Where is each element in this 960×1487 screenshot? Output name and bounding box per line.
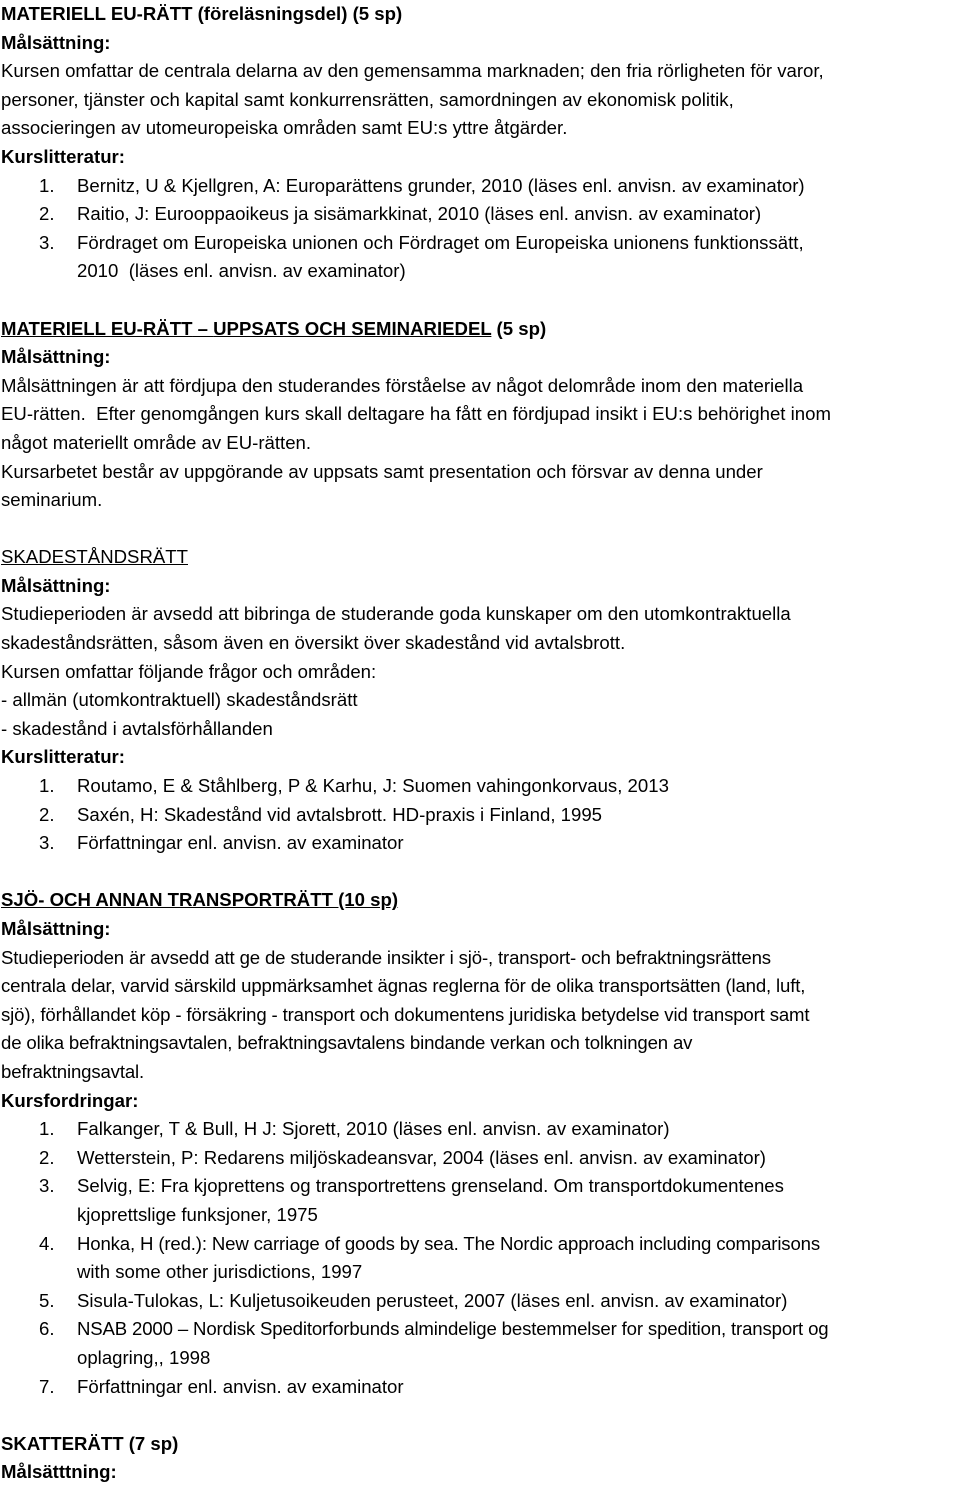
item-number: 6.: [39, 1318, 55, 1340]
list-item: [1, 1172, 960, 1229]
item-number: 4.: [39, 1232, 55, 1254]
literature-label: Kurslitteratur:: [1, 145, 125, 167]
title-part: UPPSATS OCH SEMINARIEDEL: [213, 317, 492, 339]
section-skatteratt: [1, 1430, 960, 1487]
item-text-line: NSAB 2000 – Nordisk Speditorforbunds almindelige bestemmelser for spedition, transport og: [77, 1318, 829, 1340]
paragraph-line: sjö), förhållandet köp - försäkring - transport och dokumentens juridiska betydelse vid transport samt: [1, 1003, 810, 1025]
title-part: MATERIELL EU-RÄTT: [1, 317, 193, 339]
list-item: [1, 772, 960, 801]
item-text: [77, 1315, 960, 1372]
section-materiell-eu-ratt-forelasning: [1, 0, 960, 286]
item-text: Routamo, E & Ståhlberg, P & Karhu, J: Suomen vahingonkorvaus, 2013: [77, 775, 669, 797]
list-item: [1, 1287, 960, 1316]
paragraph-line: EU-rätten. Efter genomgången kurs skall deltagare ha fått en fördjupad insikt i EU:s behörighet inom: [1, 403, 831, 425]
goal-label: Målsättning:: [1, 346, 111, 368]
paragraph-line: - allmän (utomkontraktuell) skadeståndsrätt: [1, 689, 358, 711]
requirements-label: Kursfordringar:: [1, 1089, 139, 1111]
item-number: 1.: [39, 174, 55, 196]
item-text: Wetterstein, P: Redarens miljöskadeansvar, 2004 (läses enl. anvisn. av examinator): [77, 1146, 766, 1168]
paragraph-line: personer, tjänster och kapital samt konkurrensrätten, samordningen av ekonomisk politik,: [1, 88, 734, 110]
item-text-line: 2010 (läses enl. anvisn. av examinator): [77, 260, 406, 282]
list-item: [1, 1115, 960, 1144]
paragraph-line: befraktningsavtal.: [1, 1060, 145, 1082]
item-text-line: Fördraget om Europeiska unionen och Fördraget om Europeiska unionens funktionssätt,: [77, 231, 804, 253]
item-text: [77, 1230, 960, 1287]
section-title: SJÖ- OCH ANNAN TRANSPORTRÄTT (10 sp): [1, 889, 399, 911]
paragraph-line: Studieperioden är avsedd att bibringa de studerande goda kunskaper om den utomkontraktuella: [1, 603, 791, 625]
paragraph-line: centrala delar, varvid särskild uppmärksamhet ägnas reglerna för de olika transportsätten (land, luft,: [1, 975, 806, 997]
item-text: Författningar enl. anvisn. av examinator: [77, 1375, 404, 1397]
list-item: [1, 229, 960, 286]
paragraph-line: Kursarbetet består av uppgörande av uppsats samt presentation och försvar av denna under: [1, 460, 763, 482]
literature-list: [1, 772, 960, 858]
section-title: [1, 315, 960, 344]
item-text-line: kjoprettslige funksjoner, 1975: [77, 1203, 318, 1225]
paragraph-line: Studieperioden är avsedd att ge de studerande insikter i sjö-, transport- och befraktningsrättens: [1, 946, 771, 968]
item-number: 3.: [39, 832, 55, 854]
list-item: [1, 829, 960, 858]
literature-list: [1, 1115, 960, 1401]
paragraph-line: de olika befraktningsavtalen, befraktningsavtalens bindande verkan och tolkningen av: [1, 1032, 693, 1054]
item-number: 1.: [39, 1118, 55, 1140]
paragraph-line: Målsättningen är att fördjupa den studerandes förståelse av något delområde inom den materiella: [1, 374, 804, 396]
item-number: 2.: [39, 1146, 55, 1168]
item-text: Bernitz, U & Kjellgren, A: Europarättens grunder, 2010 (läses enl. anvisn. av examinator): [77, 174, 805, 196]
item-number: 7.: [39, 1375, 55, 1397]
paragraph-line: Kursen omfattar följande frågor och områden:: [1, 660, 377, 682]
spacer: [1, 1401, 960, 1430]
list-item: [1, 1373, 960, 1402]
paragraph-line: seminarium.: [1, 489, 103, 511]
item-number: 2.: [39, 803, 55, 825]
list-item: [1, 1230, 960, 1287]
paragraph-line: associeringen av utomeuropeiska områden samt EU:s yttre åtgärder.: [1, 117, 568, 139]
paragraph-line: Kursen omfattar de centrala delarna av den gemensamma marknaden; den fria rörligheten för varor,: [1, 60, 824, 82]
item-number: 2.: [39, 203, 55, 225]
title-part: (5 sp): [491, 317, 547, 339]
paragraph-line: något materiellt område av EU-rätten.: [1, 431, 312, 453]
list-item: [1, 172, 960, 201]
item-text: Raitio, J: Eurooppaoikeus ja sisämarkkinat, 2010 (läses enl. anvisn. av examinator): [77, 203, 762, 225]
item-text: Falkanger, T & Bull, H J: Sjorett, 2010 (läses enl. anvisn. av examinator): [77, 1118, 670, 1140]
item-text-line: Honka, H (red.): New carriage of goods by sea. The Nordic approach including comparisons: [77, 1232, 820, 1254]
item-text-line: Selvig, E: Fra kjoprettens og transportrettens grenseland. Om transportdokumentenes: [77, 1175, 784, 1197]
section-title: SKADESTÅNDSRÄTT: [1, 546, 188, 568]
spacer: [1, 858, 960, 887]
item-text-line: oplagring,, 1998: [77, 1346, 211, 1368]
item-text: [77, 229, 960, 286]
section-skadestandsratt: [1, 543, 960, 858]
paragraph-line: - skadestånd i avtalsförhållanden: [1, 717, 273, 739]
section-title: SKATTERÄTT (7 sp): [1, 1432, 179, 1454]
goal-label: Målsättning:: [1, 918, 111, 939]
item-number: 3.: [39, 231, 55, 253]
section-sjo-och-transportratt: [1, 886, 960, 1401]
spacer: [1, 515, 960, 544]
list-item: [1, 1144, 960, 1173]
paragraph-line: skadeståndsrätten, såsom även en översikt över skadestånd vid avtalsbrott.: [1, 632, 626, 654]
item-number: 3.: [39, 1175, 55, 1197]
literature-list: [1, 172, 960, 286]
goal-label: Målsättning:: [1, 31, 111, 53]
list-item: [1, 801, 960, 830]
item-text: [77, 1172, 960, 1229]
item-number: 5.: [39, 1289, 55, 1311]
item-text-line: with some other jurisdictions, 1997: [77, 1261, 363, 1283]
literature-label: Kurslitteratur:: [1, 746, 125, 768]
goal-label: Målsättning:: [1, 574, 111, 596]
item-text: Författningar enl. anvisn. av examinator: [77, 832, 404, 854]
title-part: –: [192, 317, 214, 339]
goal-label: Målsätttning:: [1, 1461, 117, 1483]
section-title: MATERIELL EU-RÄTT (föreläsningsdel) (5 sp): [1, 3, 403, 24]
spacer: [1, 286, 960, 315]
item-text: Sisula-Tulokas, L: Kuljetusoikeuden perusteet, 2007 (läses enl. anvisn. av examinator): [77, 1289, 788, 1311]
item-number: 1.: [39, 775, 55, 797]
list-item: [1, 1315, 960, 1372]
item-text: Saxén, H: Skadestånd vid avtalsbrott. HD-praxis i Finland, 1995: [77, 803, 603, 825]
list-item: [1, 200, 960, 229]
section-materiell-eu-ratt-uppsats: [1, 315, 960, 515]
